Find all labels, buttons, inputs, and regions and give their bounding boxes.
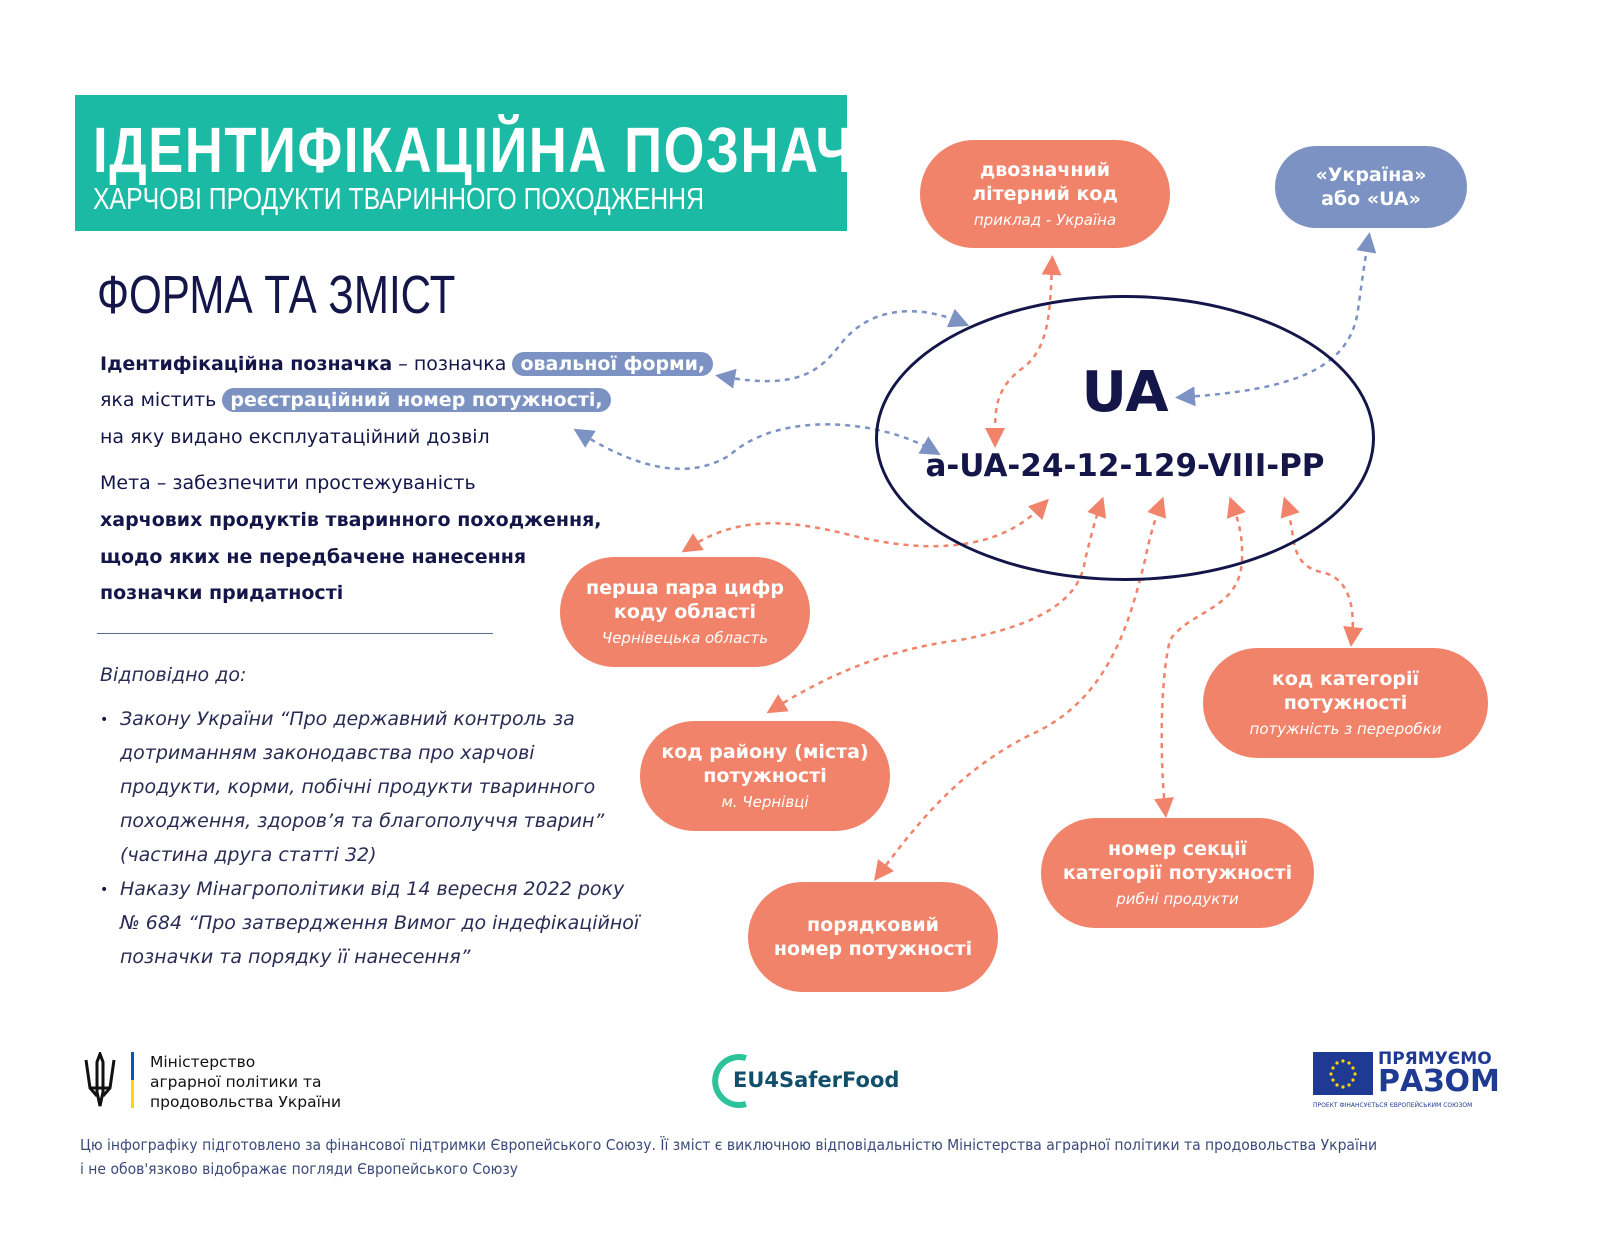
section-title: ФОРМА ТА ЗМІСТ [97,265,456,325]
mark-code: a-UA-24-12-129-VIII-PP [925,448,1325,484]
bubble-region: перша пара цифр коду області Чернівецька область [560,557,810,667]
purpose-line-3: щодо яких не передбачене нанесення [100,546,527,568]
bubble-district: код району (міста) потужності м. Чернівці [640,721,890,831]
bubble-category: код категорії потужності потужність з переробки [1203,648,1488,758]
highlight-oval: овальної форми, [512,352,713,376]
flag-stripe-yellow [131,1080,134,1108]
eu4saferfood-logo: EU4SaferFood [733,1068,900,1092]
oval-mark [875,295,1375,581]
purpose-line-4: позначки придатності [100,582,344,604]
page-title: ІДЕНТИФІКАЦІЙНА ПОЗНАЧКА [93,114,928,186]
bullet-icon: • [100,882,109,898]
bubble-serial: порядковий номер потужності [748,882,998,992]
text: – позначка [392,353,513,375]
purpose-line-2: харчових продуктів тваринного походження, [100,509,602,531]
term: Ідентифікаційна позначка [100,353,393,375]
trident-icon [82,1052,118,1108]
highlight-reg-number: реєстраційний номер потужності, [222,388,610,412]
bubble-section: номер секції категорії потужності рибні продукти [1041,818,1314,928]
bullet-icon: • [100,712,109,728]
eu-slogan-line-1: ПРЯМУЄМО [1378,1049,1492,1069]
eu-slogan-line-2: РАЗОМ [1378,1064,1500,1099]
definition-line-3: на яку видано експлуатаційний дозвіл [100,426,490,448]
bubble-letter-code: двозначний літерний код приклад - Україна [920,140,1170,248]
reference-item-2: Наказу Мінагрополітики від 14 вересня 2022 року № 684 “Про затвердження Вимог до індефікаційної позначки та порядку її нанесення” [120,878,640,968]
eu-flag-icon [1313,1052,1373,1095]
disclaimer: Цю інфографіку підготовлено за фінансової підтримки Європейського Союзу. Її зміст є виключною відповідальністю Міністерства аграрної політики та продовольства України і не обов'язково відображає погляди Європейського Союзу [80,1136,1378,1178]
text: яка містить [100,389,223,411]
eu-funding-note: ПРОЕКТ ФІНАНСУЄТЬСЯ ЄВРОПЕЙСЬКИМ СОЮЗОМ [1313,1102,1473,1109]
references-intro: Відповідно до: [100,664,247,686]
ministry-name: Міністерство аграрної політики та продовольства України [150,1053,342,1111]
mark-country: UA [1081,360,1169,425]
purpose-line-1: Мета – забезпечити простежуваність [100,472,476,494]
flag-stripe-blue [131,1052,134,1080]
reference-item-1: Закону України “Про державний контроль за дотриманням законодавства про харчові продукти, корми, побічні продукти тваринного походження, здоров’я та благополуччя тварин” (частина друга статті 32) [120,708,605,866]
page-subtitle: ХАРЧОВІ ПРОДУКТИ ТВАРИННОГО ПОХОДЖЕННЯ [93,181,705,216]
bubble-ukraine: «Україна» або «UA» [1275,146,1467,228]
